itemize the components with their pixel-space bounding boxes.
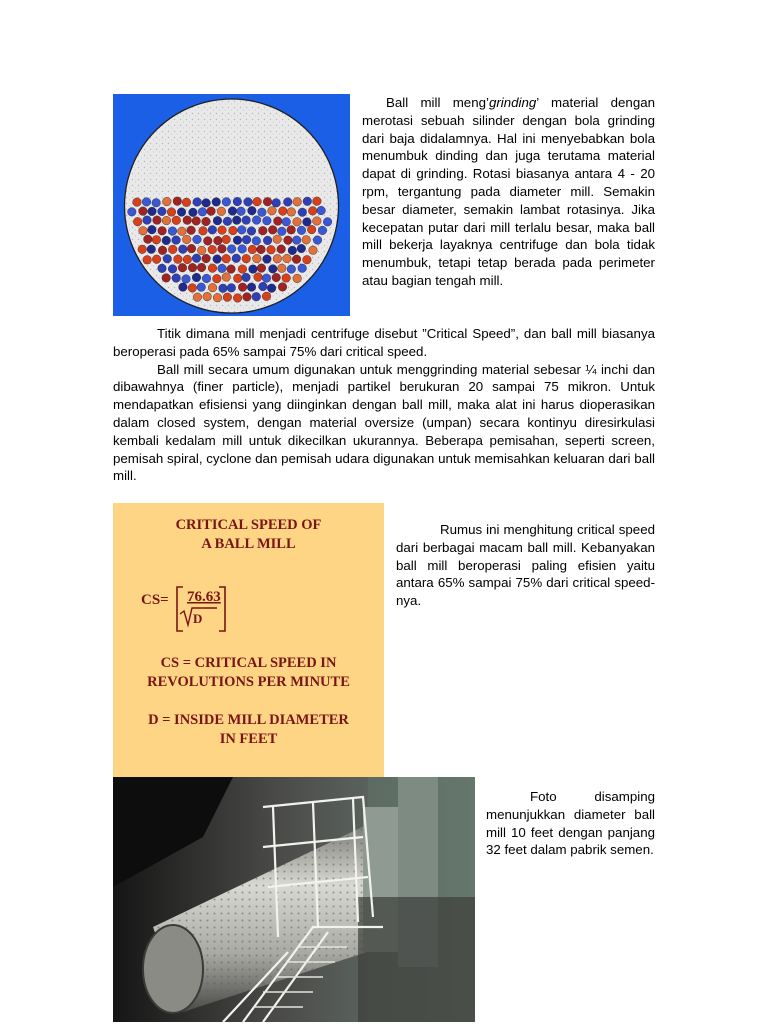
grinding-ball bbox=[192, 254, 201, 263]
grinding-ball bbox=[158, 227, 167, 236]
intro-paragraph bbox=[362, 94, 655, 290]
grinding-ball bbox=[272, 199, 281, 208]
grinding-ball bbox=[233, 294, 242, 303]
grinding-ball bbox=[273, 235, 282, 244]
grinding-ball bbox=[253, 197, 262, 206]
grinding-ball bbox=[233, 197, 242, 206]
grinding-ball bbox=[273, 254, 282, 263]
grinding-ball bbox=[227, 245, 236, 254]
grinding-ball bbox=[257, 264, 266, 273]
grinding-ball bbox=[218, 226, 227, 235]
ball-mill-cross-section-illustration bbox=[113, 94, 350, 316]
grinding-ball bbox=[213, 255, 222, 264]
grinding-ball bbox=[288, 246, 297, 255]
intro-text-emphasis: grinding bbox=[488, 95, 537, 110]
grinding-ball bbox=[238, 245, 247, 254]
grinding-ball bbox=[142, 198, 151, 207]
grinding-ball bbox=[143, 256, 152, 265]
grinding-ball bbox=[263, 197, 272, 206]
grinding-ball bbox=[243, 293, 252, 302]
grinding-ball bbox=[208, 245, 217, 254]
grinding-ball bbox=[287, 265, 296, 274]
grinding-ball bbox=[179, 283, 188, 292]
grinding-ball bbox=[283, 254, 292, 263]
grinding-ball bbox=[193, 293, 202, 302]
grinding-ball bbox=[277, 245, 286, 254]
grinding-ball bbox=[283, 198, 292, 207]
grinding-ball bbox=[193, 235, 202, 244]
grinding-ball bbox=[302, 235, 311, 244]
grinding-ball bbox=[177, 208, 186, 217]
grinding-ball bbox=[223, 293, 232, 302]
grinding-ball bbox=[197, 263, 206, 272]
grinding-ball bbox=[274, 217, 283, 226]
grinding-ball bbox=[278, 264, 287, 273]
grinding-ball bbox=[172, 274, 181, 283]
grinding-ball bbox=[158, 264, 167, 273]
grinding-ball bbox=[162, 274, 171, 283]
grinding-ball bbox=[247, 227, 256, 236]
grinding-ball bbox=[139, 207, 148, 216]
grinding-ball bbox=[238, 265, 247, 274]
grinding-ball bbox=[153, 216, 162, 225]
ball-mill-photo bbox=[113, 777, 475, 1022]
grinding-ball bbox=[219, 284, 228, 293]
grinding-ball bbox=[233, 274, 242, 283]
grinding-ball bbox=[168, 265, 177, 274]
grinding-ball bbox=[144, 235, 153, 244]
grinding-ball bbox=[174, 255, 183, 264]
grinding-ball bbox=[262, 292, 271, 301]
grinding-ball bbox=[287, 226, 296, 235]
grinding-ball bbox=[217, 207, 226, 216]
grinding-ball bbox=[298, 208, 307, 217]
grinding-ball bbox=[148, 225, 157, 234]
ball-mill-photo-illustration bbox=[113, 777, 475, 1022]
grinding-ball bbox=[214, 236, 223, 245]
grinding-ball bbox=[162, 216, 171, 225]
grinding-ball bbox=[192, 273, 201, 282]
grinding-ball bbox=[292, 236, 301, 245]
grinding-ball bbox=[202, 254, 211, 263]
grinding-ball bbox=[212, 198, 221, 207]
grinding-ball bbox=[222, 254, 231, 263]
formula-definition-d-line1: D = INSIDE MILL DIAMETER bbox=[148, 712, 349, 728]
grinding-ball bbox=[173, 197, 182, 206]
grinding-ball bbox=[197, 283, 206, 292]
grinding-ball bbox=[309, 246, 318, 255]
grinding-ball bbox=[162, 236, 171, 245]
grinding-ball bbox=[152, 255, 161, 264]
grinding-ball bbox=[178, 245, 187, 254]
grinding-ball bbox=[278, 227, 287, 236]
grinding-ball bbox=[228, 207, 237, 216]
grinding-ball bbox=[158, 207, 167, 216]
grinding-ball bbox=[183, 255, 192, 264]
grinding-ball bbox=[313, 217, 322, 226]
grinding-ball bbox=[303, 197, 312, 206]
grinding-ball bbox=[272, 273, 281, 282]
grinding-ball bbox=[188, 263, 197, 272]
grinding-ball bbox=[168, 227, 177, 236]
grinding-ball bbox=[284, 236, 293, 245]
grinding-ball bbox=[298, 264, 307, 273]
formula-numerator: 76.63 bbox=[187, 589, 221, 605]
grinding-ball bbox=[249, 265, 258, 274]
grinding-ball bbox=[282, 217, 291, 226]
grinding-ball bbox=[313, 236, 322, 245]
grinding-ball bbox=[232, 254, 241, 263]
grinding-ball bbox=[152, 235, 161, 244]
grinding-ball bbox=[317, 206, 326, 215]
grinding-ball bbox=[207, 207, 216, 216]
grinding-ball bbox=[318, 226, 327, 235]
grinding-ball bbox=[269, 265, 278, 274]
ball-mill-cross-section-figure bbox=[113, 94, 350, 316]
grinding-ball bbox=[252, 292, 261, 301]
photo-caption-text: Foto disamping menunjukkan diameter ball mill 10 feet dengan panjang 32 feet dalam pabrik semen. bbox=[486, 789, 655, 858]
grinding-ball bbox=[222, 198, 231, 207]
grinding-ball bbox=[308, 207, 317, 216]
grinding-ball bbox=[183, 216, 192, 225]
grinding-ball bbox=[192, 217, 201, 226]
grinding-ball bbox=[257, 245, 266, 254]
grinding-ball bbox=[202, 217, 211, 226]
grinding-ball bbox=[233, 236, 242, 245]
critical-speed-formula-figure bbox=[113, 503, 384, 777]
grinding-ball bbox=[268, 226, 277, 235]
grinding-ball bbox=[227, 284, 236, 293]
grinding-ball bbox=[259, 282, 268, 291]
intro-text-start: Ball mill meng’ bbox=[386, 95, 489, 110]
photo-caption-paragraph bbox=[486, 788, 655, 859]
grinding-ball bbox=[259, 226, 268, 235]
grinding-ball bbox=[222, 273, 231, 282]
grinding-ball bbox=[253, 254, 262, 263]
grinding-ball bbox=[278, 207, 287, 216]
grinding-ball bbox=[167, 208, 176, 217]
formula-title-line2: A BALL MILL bbox=[201, 536, 296, 552]
grinding-ball bbox=[182, 275, 191, 284]
grinding-ball bbox=[213, 216, 222, 225]
grinding-ball bbox=[287, 208, 296, 217]
grinding-ball bbox=[313, 197, 322, 206]
grinding-ball bbox=[203, 292, 212, 301]
grinding-ball bbox=[248, 206, 257, 215]
grinding-ball bbox=[138, 245, 147, 254]
grinding-ball bbox=[247, 283, 256, 292]
intro-text-rest: ’ material dengan merotasi sebuah silinder dengan bola grinding dari baja didalamnya. Hal ini menyebabkan bola menumbuk dinding dan juga terutama material dapat di grinding. Rotasi biasanya antara 4 - 20 rpm, tergantung pada diameter mill. Semakin besar diameter, semakin lambat rotasinya. Jika kecepatan putar dari mill terlalu besar, maka ball mill bekerja layaknya centrifuge dan bola tidak menumbuk, tetapi tetap berada pada perimeter atau bagian tengah mill. bbox=[362, 95, 656, 288]
grinding-ball bbox=[323, 218, 332, 227]
grinding-ball bbox=[252, 216, 261, 225]
formula-definition-cs-line2: REVOLUTIONS PER MINUTE bbox=[147, 674, 350, 690]
usage-paragraph bbox=[113, 361, 655, 486]
grinding-ball bbox=[128, 208, 137, 217]
grinding-ball bbox=[263, 236, 272, 245]
grinding-ball bbox=[158, 246, 167, 255]
grinding-ball bbox=[242, 235, 251, 244]
grinding-ball bbox=[213, 293, 222, 302]
grinding-ball bbox=[242, 273, 251, 282]
grinding-ball bbox=[172, 216, 181, 225]
grinding-ball bbox=[198, 207, 207, 216]
grinding-ball bbox=[182, 198, 191, 207]
grinding-ball bbox=[237, 207, 246, 216]
grinding-ball bbox=[248, 245, 257, 254]
grinding-ball bbox=[187, 244, 196, 253]
grinding-ball bbox=[199, 227, 208, 236]
grinding-ball bbox=[282, 274, 291, 283]
grinding-ball bbox=[268, 206, 277, 215]
grinding-ball bbox=[163, 254, 172, 263]
formula-lhs: CS= bbox=[141, 592, 169, 608]
grinding-ball bbox=[263, 255, 272, 264]
grinding-ball bbox=[293, 218, 302, 227]
grinding-ball bbox=[218, 264, 227, 273]
grinding-ball bbox=[252, 237, 261, 246]
grinding-ball bbox=[267, 245, 276, 254]
formula-description-paragraph bbox=[396, 521, 655, 610]
grinding-ball bbox=[244, 198, 253, 207]
grinding-ball bbox=[229, 226, 238, 235]
grinding-ball bbox=[242, 254, 251, 263]
grinding-ball bbox=[212, 274, 221, 283]
body-paragraphs bbox=[113, 325, 655, 485]
grinding-ball bbox=[189, 208, 198, 217]
grinding-ball bbox=[293, 198, 302, 207]
grinding-ball bbox=[232, 216, 241, 225]
grinding-ball bbox=[163, 197, 172, 206]
critical-speed-text: Titik dimana mill menjadi centrifuge disebut ”Critical Speed”, dan ball mill biasanya beroperasi pada 65% sampai 75% dari critical speed. bbox=[113, 326, 655, 359]
grinding-ball bbox=[172, 236, 181, 245]
grinding-ball bbox=[263, 216, 272, 225]
grinding-ball bbox=[218, 245, 227, 254]
grinding-ball bbox=[293, 274, 302, 283]
grinding-ball bbox=[208, 283, 217, 292]
formula-expression bbox=[113, 581, 273, 637]
critical-speed-paragraph bbox=[113, 325, 655, 361]
grinding-ball bbox=[133, 217, 142, 226]
grinding-ball bbox=[203, 237, 212, 246]
grinding-ball bbox=[254, 273, 263, 282]
formula-title-line1: CRITICAL SPEED OF bbox=[175, 517, 322, 533]
grinding-ball bbox=[303, 218, 312, 227]
grinding-ball bbox=[152, 198, 161, 207]
grinding-ball bbox=[202, 199, 211, 208]
grinding-ball bbox=[208, 264, 217, 273]
grinding-ball bbox=[197, 246, 206, 255]
grinding-ball bbox=[262, 274, 271, 283]
grinding-ball bbox=[238, 283, 247, 292]
grinding-ball bbox=[227, 265, 236, 274]
grinding-ball bbox=[187, 226, 196, 235]
grinding-ball bbox=[278, 283, 287, 292]
grinding-ball bbox=[237, 226, 246, 235]
grinding-ball bbox=[292, 255, 301, 264]
grinding-ball bbox=[182, 235, 191, 244]
left-bracket bbox=[177, 587, 183, 631]
grinding-ball bbox=[143, 216, 152, 225]
grinding-ball bbox=[208, 226, 217, 235]
grinding-ball bbox=[307, 225, 316, 234]
grinding-ball bbox=[297, 226, 306, 235]
grinding-ball bbox=[147, 245, 156, 254]
usage-text: Ball mill secara umum digunakan untuk menggrinding material sebesar ¼ inchi dan dibawahnya (finer particle), menjadi partikel berukuran 20 sampai 75 mikron. Untuk mendapatkan efisiensi yang diinginkan dengan ball mill, maka alat ini harus dioperasikan dalam closed system, dengan material oversize (umpan) secara kontinyu diresirkulasi kembali kedalam mill untuk dikecilkan ukurannya. Beberapa pemisahan, seperti screen, pemisah spiral, cyclone dan pemisah udara digunakan untuk memisahkan keluaran dari ball mill. bbox=[113, 361, 655, 484]
grinding-ball bbox=[133, 198, 142, 207]
grinding-ball bbox=[168, 245, 177, 254]
grinding-ball bbox=[303, 255, 312, 264]
grinding-ball bbox=[297, 244, 306, 253]
grinding-ball bbox=[178, 263, 187, 272]
grinding-ball bbox=[267, 284, 276, 293]
grinding-ball bbox=[258, 208, 267, 217]
grinding-ball bbox=[148, 207, 157, 216]
grinding-ball bbox=[139, 226, 148, 235]
grinding-ball bbox=[242, 216, 251, 225]
grinding-ball bbox=[178, 227, 187, 236]
grinding-ball bbox=[193, 198, 202, 207]
grinding-ball bbox=[222, 235, 231, 244]
grinding-ball bbox=[202, 274, 211, 283]
grinding-ball bbox=[223, 217, 232, 226]
formula-description-text: Rumus ini menghitung critical speed dari berbagai macam ball mill. Kebanyakan ball mill beroperasi paling efisien yaitu antara 65% sampai 75% dari critical speed-nya. bbox=[396, 522, 655, 609]
formula-definition-d-line2: IN FEET bbox=[219, 731, 278, 747]
formula-definition-cs-line1: CS = CRITICAL SPEED IN bbox=[160, 655, 337, 671]
grinding-ball bbox=[188, 284, 197, 293]
formula-denominator: D bbox=[193, 611, 203, 626]
